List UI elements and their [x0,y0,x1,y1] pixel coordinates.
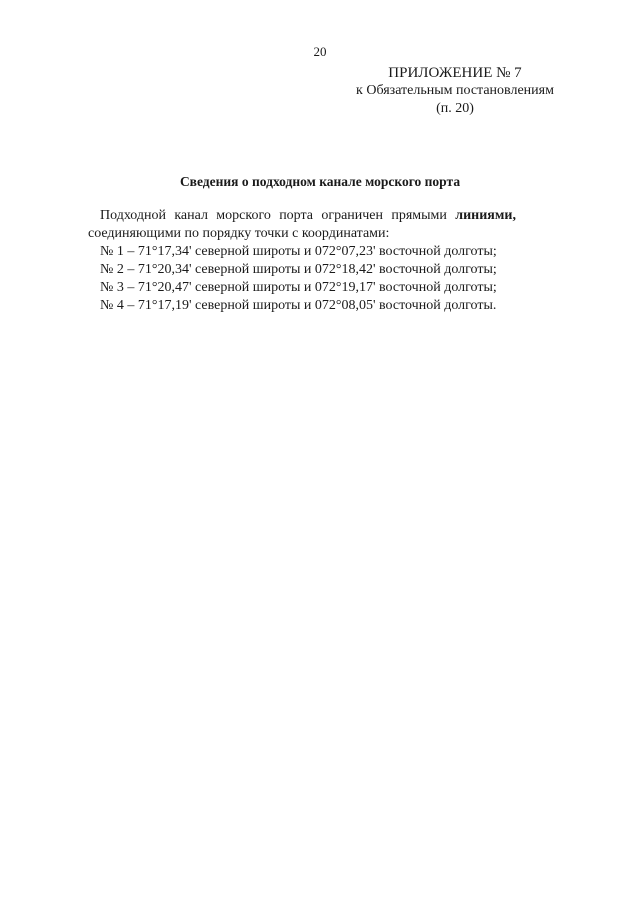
coordinate-point: № 3 – 71°20,47' северной широты и 072°19,17' восточной долготы; [100,280,497,295]
intro-word: Подходной [100,208,167,223]
intro-line-2: соединяющими по порядку точки с координатами: [88,226,390,241]
intro-word: линиями, [455,208,516,223]
intro-word: канал [174,208,208,223]
coordinate-points-list [100,243,540,315]
coordinate-point: № 1 – 71°17,34' северной широты и 072°07,23' восточной долготы; [100,244,497,259]
appendix-title: ПРИЛОЖЕНИЕ № 7 [388,65,522,81]
intro-word: ограничен [321,208,384,223]
coordinate-point: № 4 – 71°17,19' северной широты и 072°08,05' восточной долготы. [100,298,497,313]
intro-word: морского [216,208,271,223]
page-number: 20 [313,44,327,59]
document-heading: Сведения о подходном канале морского порта [179,174,461,189]
coordinate-point: № 2 – 71°20,34' северной широты и 072°18,42' восточной долготы; [100,262,497,277]
intro-paragraph [88,207,516,243]
intro-word: прямыми [391,208,447,223]
appendix-reference: (п. 20) [436,101,474,116]
appendix-subtitle: к Обязательным постановлениям [356,83,554,98]
appendix-header [300,64,570,118]
intro-line-1 [88,207,516,225]
intro-word: порта [279,208,313,223]
